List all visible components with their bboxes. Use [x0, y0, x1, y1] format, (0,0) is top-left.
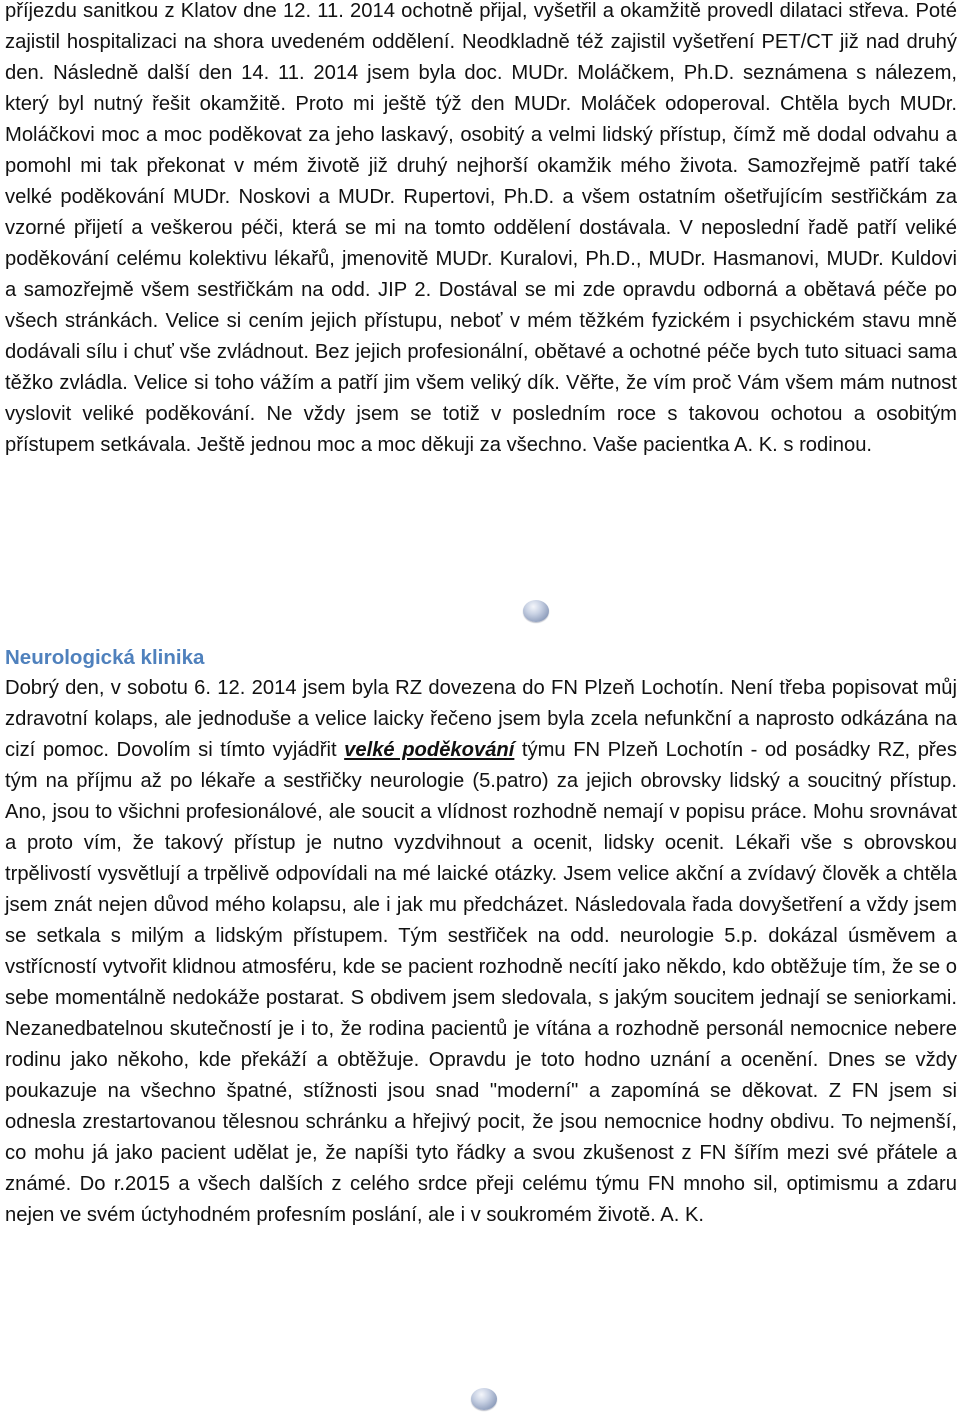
paragraph-thanks-neurology [5, 673, 957, 1231]
separator-bullet-icon [523, 600, 553, 624]
section-heading-neurology: Neurologická klinika [5, 646, 205, 669]
paragraph-thanks-surgery: příjezdu sanitkou z Klatov dne 12. 11. 2014 ochotně přijal, vyšetřil a okamžitě provedl dilataci střeva. Poté zajistil hospitalizaci na shora uvedeném oddělení. Neodkladně též zajistil vyšetření PET/CT již nad druhý den. Následně další den 14. 11. 2014 jsem byla doc. MUDr. Moláčkem, Ph.D. seznámena s nálezem, který byl nutný řešit okamžitě. Proto mi ještě týž den MUDr. Moláček odoperoval. Chtěla bych MUDr. Moláčkovi moc a moc poděkovat za jeho laskavý, osobitý a velmi lidský přístup, čímž mě dodal odvahu a pomohl mi tak překonat v mém životě již druhý nejhorší okamžik mého života. Samozřejmě patří také velké poděkování MUDr. Noskovi a MUDr. Rupertovi, Ph.D. a všem ostatním ošetřujícím sestřičkám za vzorné přijetí a veškerou péči, která se mi na tomto oddělení dostávala. V neposlední řadě patří veliké poděkování celému kolektivu lékařů, jmenovitě MUDr. Kuralovi, Ph.D., MUDr. Hasmanovi, MUDr. Kuldovi a samozřejmě všem sestřičkám na odd. JIP 2. Dostával se mi zde opravdu odborná a obětavá péče po všech stránkách. Velice si cením jejich přístupu, neboť v mém těžkém fyzickém i psychickém stavu mně dodávali sílu i chuť vše zvládnout. Bez jejich profesionální, obětavé a ochotné péče bych tuto situaci sama těžko zvládla. Velice si toho vážím a patří jim všem veliký dík. Věřte, že vím proč Vám všem mám nutnost vyslovit veliké poděkování. Ne vždy jsem se totiž v posledním roce s takovou ochotou a osobitým přístupem setkávala. Ještě jednou moc a moc děkuji za všechno. Vaše pacientka A. K. s rodinou. [5, 0, 957, 456]
emphasized-thanks: velké poděkování [344, 739, 515, 761]
paragraph-text-end: týmu FN Plzeň Lochotín - od posádky RZ, přes tým na příjmu až po lékaře a sestřičky neurologie (5.patro) za jejich obrovsky lidský a soucitný přístup. Ano, jsou to všichni profesionálové, ale soucit a vlídnost rozhodně nemají v popisu práce. Mohu srovnávat a proto vím, že takový přístup je nutno vyzdvihnout a ocenit, lidsky ocenit. Lékaři vše s obrovskou trpělivostí vysvětlují a trpělivě odpovídali na mé laické otázky. Jsem velice akční a zvídavý člověk a chtěla jsem znát nejen důvod mého kolapsu, ale i jak mu předcházet. Následovala řada dovyšetření a vždy jsem se setkala s milým a lidským přístupem. Tým sestřiček na odd. neurologie 5.p. dokázal úsměvem a vstřícností vytvořit klidnou atmosféru, kde se pacient rozhodně necítí jako někdo, kdo obtěžuje tím, že se o sebe momentálně nedokáže postarat. S obdivem jsem sledovala, s jakým soucitem jednají se seniorkami. Nezanedbatelnou skutečností je i to, že rodina pacientů je vítána a rozhodně personál nemocnice nebere rodinu jako někoho, kde překáží a obtěžuje. Opravdu je toto hodno uznání a ocenění. Dnes se vždy poukazuje na všechno špatné, stížnosti jsou snad "moderní" a zapomíná se děkovat. Z FN jsem si odnesla zrestartovanou tělesnou schránku a hřejivý pocit, že jsou nemocnice hodny obdivu. To nejmenší, co mohu já jako pacient udělat je, že napíši tyto řádky a svou zkušenost z FN šířím mezi své přátele a známé. Do r.2015 a všech dalších z celého srdce přeji celému týmu FN mnoho sil, optimismu a zdaru nejen ve svém úctyhodném profesním poslání, ale i v soukromém životě. A. K. [5, 739, 957, 1226]
paragraph-text-start: Dobrý den, v sobotu 6. 12. 2014 jsem byla RZ dovezena do FN Plzeň Lochotín. Není třeba popisovat můj zdravotní kolaps, ale jednoduše a velice laicky řečeno jsem byla zcela nefunkční a naprosto odkázána na cizí pomoc. Dovolím si tímto vyjádřit [5, 677, 957, 761]
document-page [5, 0, 957, 461]
separator-bullet-icon-bottom [471, 1388, 501, 1412]
